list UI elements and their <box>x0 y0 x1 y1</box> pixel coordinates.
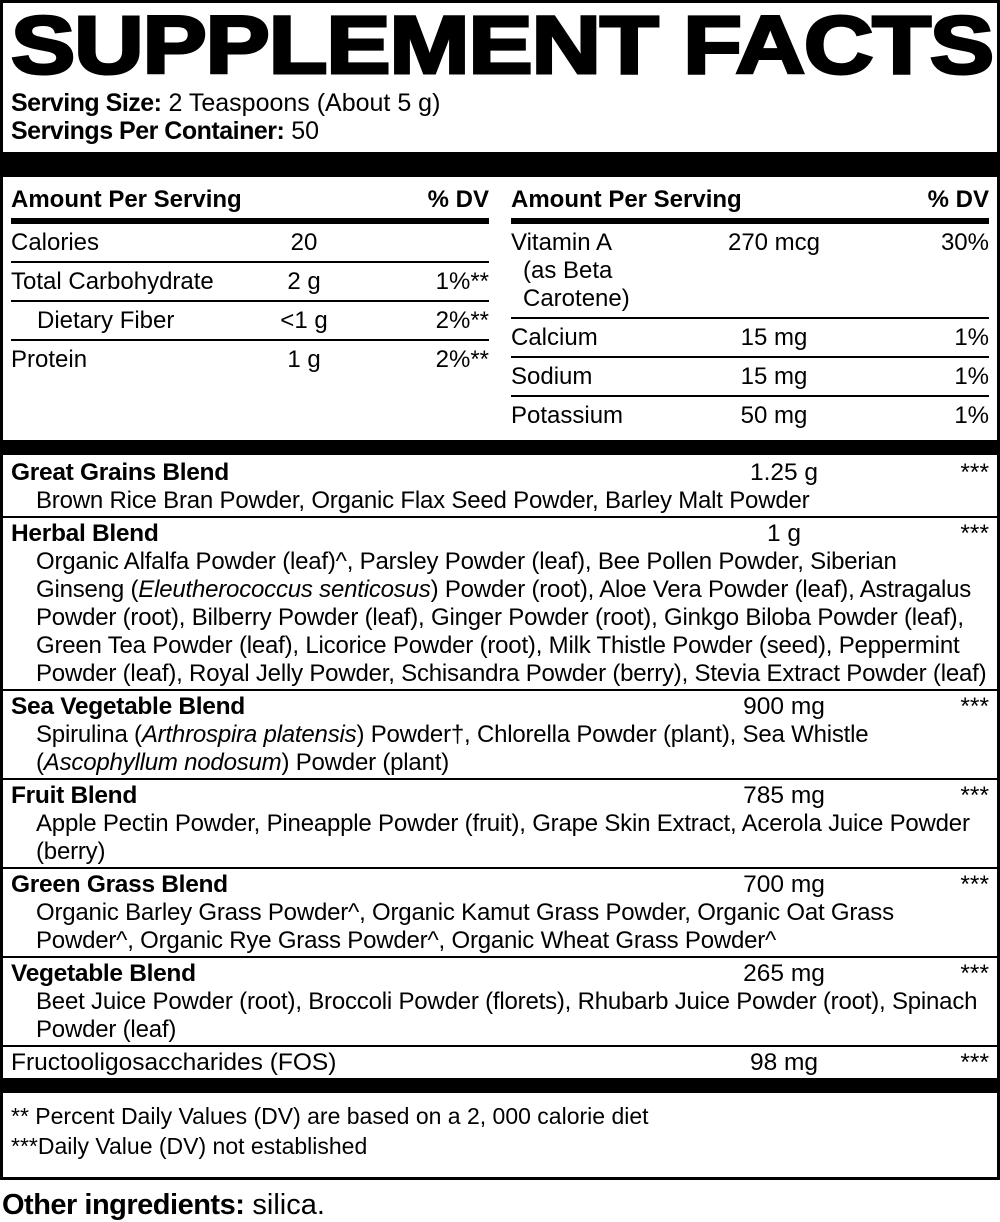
nutrient-amount: 20 <box>290 229 318 256</box>
nutrient-dv: 2%** <box>435 346 489 373</box>
nutrient-row-dietary-fiber <box>11 302 489 341</box>
nutrient-row-total-carbohydrate <box>11 263 489 302</box>
nutrient-amount: <1 g <box>280 307 328 334</box>
header-percent-dv: % DV <box>427 186 489 213</box>
blend-name: Green Grass Blend <box>11 871 228 898</box>
blend-ingredients <box>11 721 989 777</box>
nutrient-row-sodium <box>511 358 989 397</box>
footnote-dv-not-established: ***Daily Value (DV) not established <box>11 1133 368 1159</box>
blend-dv-asterisks: *** <box>960 1049 989 1076</box>
serving-size-label: Serving Size: <box>11 89 162 117</box>
blend-header <box>11 459 989 487</box>
blend-row-vegetable <box>3 958 997 1047</box>
nutrient-table <box>10 177 990 440</box>
blend-dv-asterisks: *** <box>960 782 989 809</box>
nutrient-dv: 1% <box>954 363 989 390</box>
blend-name: Fruit Blend <box>11 782 137 809</box>
ingredient-text: ) Powder (root), Aloe Vera Powder (leaf), Astragalus Powder (root), Bilberry Powder (leaf), Ginger Powder (root), Ginkgo Biloba Powder (leaf), Green Tea Powder (leaf), Licorice Powder (root), Milk Thistle Powder (seed), Peppermint Powder (leaf), Royal Jelly Powder, Schisandra Powder (berry), Stevia Extract Powder (leaf) <box>36 576 987 687</box>
ingredient-text: Spirulina ( <box>36 721 142 748</box>
blend-row-fos <box>3 1047 997 1078</box>
blend-amount: 265 mg <box>743 960 825 987</box>
footnotes <box>10 1093 990 1177</box>
nutrient-dv: 2%** <box>435 307 489 334</box>
nutrient-row-vitamin-a <box>511 224 989 319</box>
blend-header <box>11 871 989 899</box>
blend-list <box>10 455 990 1078</box>
servings-per-container-row <box>10 117 990 145</box>
blend-row-fruit <box>3 780 997 869</box>
separator-bar-bottom <box>3 1078 997 1093</box>
blend-header <box>11 520 989 548</box>
nutrient-name <box>511 229 689 313</box>
separator-bar-middle <box>3 440 997 455</box>
blend-amount: 700 mg <box>743 871 825 898</box>
blend-dv-asterisks: *** <box>960 693 989 720</box>
ingredient-latin-name: Arthrospira platensis <box>141 721 357 748</box>
blend-ingredients <box>11 487 989 515</box>
other-ingredients-value <box>252 1189 325 1221</box>
nutrient-dv: 1% <box>954 402 989 429</box>
nutrient-row-protein <box>11 341 489 378</box>
header-amount-per-serving: Amount Per Serving <box>511 186 742 213</box>
nutrient-name: Dietary Fiber <box>37 307 175 334</box>
header-percent-dv: % DV <box>927 186 989 213</box>
nutrient-dv: 1%** <box>435 268 489 295</box>
column-header-left <box>11 179 489 224</box>
blend-amount: 900 mg <box>743 693 825 720</box>
nutrient-amount: 15 mg <box>740 363 808 390</box>
nutrient-amount: 270 mcg <box>727 229 821 256</box>
blend-dv-asterisks: *** <box>960 459 989 486</box>
blend-header <box>11 782 989 810</box>
servings-per-container-value: 50 <box>291 117 320 145</box>
blend-header <box>11 1049 989 1077</box>
serving-size-value: 2 Teaspoons (About 5 g) <box>168 89 441 117</box>
nutrient-name: Total Carbohydrate <box>11 268 214 295</box>
blend-amount: 1.25 g <box>749 459 819 486</box>
blend-dv-asterisks: *** <box>960 960 989 987</box>
ingredient-text: ) Powder (plant) <box>281 749 449 776</box>
blend-row-great-grains <box>3 457 997 518</box>
blend-header <box>11 693 989 721</box>
blend-amount: 785 mg <box>743 782 825 809</box>
blend-name: Fructooligosaccharides (FOS) <box>11 1049 337 1076</box>
blend-dv-asterisks: *** <box>960 871 989 898</box>
nutrient-column-left <box>11 179 489 434</box>
nutrient-amount: 1 g <box>287 346 321 373</box>
blend-name: Great Grains Blend <box>11 459 229 486</box>
ingredient-latin-name: Ascophyllum nodosum <box>43 749 282 776</box>
page-title-text: SUPPLEMENT FACTS <box>11 0 993 91</box>
nutrient-amount: 50 mg <box>740 402 808 429</box>
blend-name: Vegetable Blend <box>11 960 196 987</box>
other-ingredients-label: Other ingredients: <box>2 1189 245 1221</box>
nutrient-dv: 1% <box>954 324 989 351</box>
page-title <box>10 0 993 91</box>
blend-row-herbal <box>3 518 997 691</box>
header-amount-per-serving: Amount Per Serving <box>11 186 242 213</box>
nutrient-name: Calories <box>11 229 100 256</box>
blend-amount: 98 mg <box>749 1049 819 1076</box>
nutrient-name-source: (as Beta Carotene) <box>523 257 630 312</box>
ingredient-text: Brown Rice Bran Powder, Organic Flax Seed Powder, Barley Malt Powder <box>36 487 810 514</box>
nutrient-column-right <box>511 179 989 434</box>
ingredient-text: ) Powder†, Chlorella Powder (plant), Sea Whistle ( <box>36 721 869 776</box>
blend-ingredients <box>11 988 989 1044</box>
nutrient-name: Protein <box>11 346 88 373</box>
column-header-right <box>511 179 989 224</box>
nutrient-name: Sodium <box>511 363 593 390</box>
other-ingredients-line <box>0 1180 1000 1222</box>
blend-name: Sea Vegetable Blend <box>11 693 245 720</box>
blend-header <box>11 960 989 988</box>
ingredient-text: Apple Pectin Powder, Pineapple Powder (fruit), Grape Skin Extract, Acerola Juice Powder (berry) <box>36 810 970 865</box>
nutrient-name: Potassium <box>511 402 624 429</box>
blend-amount: 1 g <box>766 520 802 547</box>
nutrient-dv: 30% <box>940 229 989 256</box>
footnote-dv-basis: ** Percent Daily Values (DV) are based on a 2, 000 calorie diet <box>11 1103 649 1129</box>
nutrient-row-potassium <box>511 397 989 434</box>
blend-ingredients <box>11 899 989 955</box>
blend-ingredients <box>11 810 989 866</box>
ingredient-text: Organic Alfalfa Powder (leaf)^, Parsley Powder (leaf), Bee Pollen Powder, Siberian Ginseng ( <box>36 548 897 603</box>
nutrient-amount: 2 g <box>287 268 321 295</box>
nutrient-row-calcium <box>511 319 989 358</box>
nutrient-amount: 15 mg <box>740 324 808 351</box>
blend-ingredients <box>11 548 989 688</box>
nutrient-row-calories <box>11 224 489 263</box>
servings-per-container-label: Servings Per Container: <box>11 117 285 145</box>
separator-bar-top <box>3 152 997 177</box>
blend-dv-asterisks: *** <box>960 520 989 547</box>
blend-row-sea-vegetable <box>3 691 997 780</box>
ingredient-latin-name: Eleutherococcus senticosus <box>138 576 431 603</box>
nutrient-name-main: Vitamin A <box>511 229 612 256</box>
other-ingredients-text: silica. <box>252 1189 325 1221</box>
blend-name: Herbal Blend <box>11 520 159 547</box>
ingredient-text: Organic Barley Grass Powder^, Organic Kamut Grass Powder, Organic Oat Grass Powder^, Organic Rye Grass Powder^, Organic Wheat Grass Powder^ <box>36 899 894 954</box>
ingredient-text: Beet Juice Powder (root), Broccoli Powder (florets), Rhubarb Juice Powder (root), Spinach Powder (leaf) <box>36 988 978 1043</box>
serving-size-row <box>10 89 990 117</box>
blend-row-green-grass <box>3 869 997 958</box>
nutrient-name: Calcium <box>511 324 598 351</box>
